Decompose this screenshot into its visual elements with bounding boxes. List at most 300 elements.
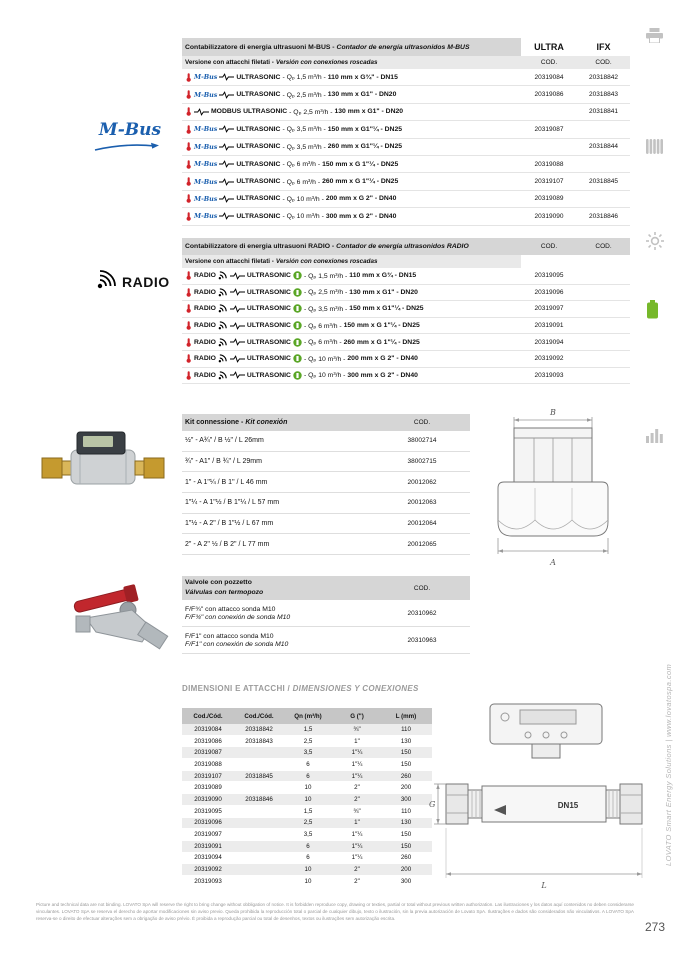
kit-description: - A 1"¼ / B 1" / L 46 mm bbox=[193, 478, 268, 486]
mbus-row-logo: M-Bus bbox=[194, 177, 218, 186]
meter-side-drawing bbox=[428, 698, 663, 893]
radio-logo-text: RADIO bbox=[122, 274, 170, 290]
product-spec: - Qₚ 10 m³/h - bbox=[303, 372, 346, 380]
battery-badge-icon bbox=[293, 371, 302, 380]
kit-row bbox=[182, 431, 470, 452]
ifx-code-cell bbox=[577, 301, 630, 317]
product-row bbox=[182, 285, 630, 302]
valve-row bbox=[182, 600, 470, 627]
product-name: ULTRASONIC bbox=[236, 160, 281, 168]
ifx-code-cell: 20318843 bbox=[589, 91, 618, 99]
mbus-row-logo: M-Bus bbox=[194, 142, 218, 151]
ultra-code-cell bbox=[521, 139, 577, 155]
dim-g: ¾" bbox=[353, 725, 361, 733]
legal-footnote: Picture and technical data are not binding. LOVATO SpA will reserve the right to bring change without obbligation of notice. It is forbidden reproduce copy, drawing or texties, partial or total without previous written authorization. Las ilustraciones y los datos aquí contenidos no deben considerarse vinculantes. LOVATO SpA se reserva el derecho de aportar modificaciones sin aviso previo. Queda prohibida la reproducción total o parcial de cualquier dibujo, texto o ilustración, sin la previa autorización de Lovato SpA. Ilustrações e dados são considerados não vinculativos. A LOVATO SpA reserva-se o direito de efectuar alterações sem a obrigação de aviso prévio. É proibida a reprodução parcial ou total de desenhos, textos ou ilustrações sem autorização escrita. bbox=[36, 902, 634, 921]
dim-l: 260 bbox=[400, 772, 412, 780]
product-spec: - Qₚ 10 m³/h - bbox=[303, 355, 346, 363]
dim-g: 1"¼ bbox=[351, 842, 363, 850]
valve-table-title-bar bbox=[182, 576, 470, 600]
waveform-icon bbox=[219, 160, 234, 168]
cod-label: COD. bbox=[374, 576, 470, 600]
mbus-row-logo: M-Bus bbox=[194, 212, 218, 221]
ifx-code-cell bbox=[577, 121, 630, 137]
kit-size: ¾" bbox=[185, 458, 194, 466]
mbus-products-table bbox=[182, 38, 630, 226]
battery-badge-icon bbox=[293, 271, 302, 280]
mbus-table-subtitle: Versione con attacchi filetati - Versión con conexiones roscadas bbox=[182, 56, 521, 69]
product-name: ULTRASONIC bbox=[246, 288, 291, 296]
product-spec: - Qₚ 2,5 m³/h - bbox=[282, 91, 326, 99]
ultra-code-cell: 20319091 bbox=[534, 322, 564, 330]
temperature-icon bbox=[185, 194, 192, 203]
ultra-code-cell: 20319094 bbox=[534, 338, 564, 346]
product-size: 260 mm x G 1"¼ - DN25 bbox=[343, 338, 420, 346]
mbus-row-logo: M-Bus bbox=[194, 194, 218, 203]
dim-cod2 bbox=[234, 853, 284, 864]
temperature-icon bbox=[185, 304, 192, 313]
kit-size: 1" bbox=[185, 478, 192, 486]
ifx-code-cell bbox=[577, 368, 630, 384]
radiator-icon bbox=[646, 138, 663, 160]
dim-cod2 bbox=[234, 876, 284, 887]
waveform-icon bbox=[230, 305, 245, 313]
kit-table-title-bar bbox=[182, 414, 470, 431]
kit-code-cell: 38002715 bbox=[407, 458, 437, 466]
ultra-code-cell: 20319088 bbox=[534, 160, 564, 168]
dim-g: 1"¼ bbox=[351, 760, 363, 768]
ultra-code-cell: 20319090 bbox=[534, 212, 564, 220]
waveform-icon bbox=[219, 195, 234, 203]
product-row bbox=[182, 69, 630, 86]
temperature-icon bbox=[185, 354, 192, 363]
waveform-icon bbox=[219, 143, 234, 151]
radio-logo-large bbox=[96, 270, 170, 290]
product-row bbox=[182, 368, 630, 385]
product-size: 150 mm x G1"¼ - DN25 bbox=[349, 305, 424, 313]
product-description bbox=[182, 69, 521, 85]
temperature-icon bbox=[185, 73, 192, 82]
dim-cod1: 20319087 bbox=[194, 749, 222, 757]
mbus-row-logo: M-Bus bbox=[194, 160, 218, 169]
radio-table-title: Contabilizzatore di energia ultrasuoni RADIO - Contador de energía ultrasonidos RADIO bbox=[182, 238, 521, 255]
ifx-code-cell: 20318846 bbox=[589, 212, 618, 220]
mbus-row-logo: M-Bus bbox=[194, 125, 218, 134]
product-description bbox=[182, 191, 521, 207]
dim-l: 130 bbox=[400, 819, 412, 827]
ultrasonic-meter-photo bbox=[40, 420, 168, 508]
valve-table-title: Valvole con pozzetto Válvulas con termopozo bbox=[182, 576, 374, 600]
product-size: 150 mm x G 1"¼ - DN25 bbox=[322, 160, 399, 168]
dim-header-l: L (mm) bbox=[395, 712, 417, 720]
dim-g: 2" bbox=[354, 866, 360, 874]
product-size: 200 mm x G 2" - DN40 bbox=[347, 355, 418, 363]
dimension-label-a: A bbox=[550, 558, 556, 567]
cod-label: COD. bbox=[374, 414, 470, 431]
kit-table-title: Kit connessione - Kit conexión bbox=[182, 414, 374, 431]
product-name: MODBUS ULTRASONIC bbox=[211, 108, 288, 116]
product-name: ULTRASONIC bbox=[236, 125, 281, 133]
dim-qn: 1,5 bbox=[303, 725, 313, 733]
ultra-code-cell: 20319089 bbox=[534, 195, 564, 203]
dim-qn: 1,5 bbox=[303, 807, 313, 815]
battery-badge-icon bbox=[293, 338, 302, 347]
product-description bbox=[182, 268, 521, 284]
waveform-icon bbox=[219, 73, 234, 81]
temperature-icon bbox=[185, 321, 192, 330]
dim-l: 110 bbox=[401, 807, 411, 815]
product-row bbox=[182, 121, 630, 138]
product-name: ULTRASONIC bbox=[236, 143, 281, 151]
dimensions-heading: DIMENSIONI E ATTACCHI / DIMENSIONES Y CONEXIONES bbox=[182, 684, 419, 693]
dimension-row bbox=[182, 736, 432, 748]
ultra-code-cell: 20319093 bbox=[534, 371, 564, 379]
product-size: 130 mm x G1" - DN20 bbox=[349, 288, 418, 296]
product-row bbox=[182, 208, 630, 225]
dim-cod1: 20319086 bbox=[194, 737, 222, 745]
ultra-code-cell bbox=[521, 104, 577, 120]
kit-row bbox=[182, 472, 470, 493]
dim-cod1: 20319097 bbox=[194, 831, 222, 839]
temperature-icon bbox=[185, 90, 192, 99]
mbus-table-title: Contabilizzatore di energia ultrasuoni M-BUS - Contador de energía ultrasonidos M-BUS bbox=[182, 38, 521, 56]
kit-row bbox=[182, 534, 470, 555]
dimension-row bbox=[182, 759, 432, 771]
product-row bbox=[182, 104, 630, 121]
product-spec: - Qₚ 6 m³/h - bbox=[282, 161, 321, 169]
mbus-table-subtitle-bar bbox=[182, 56, 630, 69]
ifx-code-cell: 20318841 bbox=[589, 108, 618, 116]
product-name: ULTRASONIC bbox=[236, 91, 281, 99]
dim-cod2: 20318846 bbox=[245, 795, 273, 803]
mbus-table-title-bar bbox=[182, 38, 630, 56]
column-header-ifx: IFX bbox=[577, 38, 630, 56]
connection-kit-table bbox=[182, 414, 470, 555]
dim-qn: 6 bbox=[306, 772, 310, 780]
product-size: 130 mm x G1" - DN20 bbox=[327, 91, 397, 99]
kit-description: - A 1"½ / B 1"¼ / L 57 mm bbox=[199, 499, 280, 507]
valve-description-es: F/F¾" con conexión de sonda M10 bbox=[185, 613, 291, 621]
ifx-code-cell bbox=[577, 334, 630, 350]
cod-label: COD. bbox=[577, 56, 630, 69]
dim-g: 1"¼ bbox=[351, 749, 363, 757]
product-name: ULTRASONIC bbox=[246, 305, 291, 313]
kit-row bbox=[182, 514, 470, 535]
waveform-icon bbox=[219, 125, 234, 133]
radio-waves-icon bbox=[218, 304, 228, 313]
dim-cod2 bbox=[234, 864, 284, 875]
ultra-code-cell: 20319084 bbox=[534, 73, 564, 81]
product-row bbox=[182, 301, 630, 318]
product-description bbox=[182, 86, 521, 102]
dimension-label-g: G bbox=[429, 800, 436, 809]
radio-waves-icon bbox=[218, 371, 228, 380]
dimensions-table-header bbox=[182, 708, 432, 724]
dimension-row bbox=[182, 876, 432, 888]
kit-description: - A¾" / B ½" / L 26mm bbox=[195, 437, 264, 445]
product-name: ULTRASONIC bbox=[246, 338, 291, 346]
dim-qn: 10 bbox=[304, 877, 312, 885]
dimension-row bbox=[182, 724, 432, 736]
product-spec: - Qₚ 3,5 m³/h - bbox=[303, 305, 348, 313]
radio-row-label: RADIO bbox=[194, 355, 216, 363]
cod-label: COD. bbox=[521, 56, 577, 69]
product-spec: - Qₚ 3,5 m³/h - bbox=[282, 143, 326, 151]
dim-qn: 6 bbox=[306, 760, 310, 768]
dim-l: 260 bbox=[400, 854, 412, 862]
dim-header-qn: Qn (m³/h) bbox=[294, 712, 322, 720]
temperature-icon bbox=[185, 288, 192, 297]
dimension-row bbox=[182, 841, 432, 853]
ultra-code-cell: 20319095 bbox=[534, 272, 564, 280]
dimension-row bbox=[182, 794, 432, 806]
dim-cod1: 20319088 bbox=[194, 760, 222, 768]
dimension-row bbox=[182, 818, 432, 830]
ultra-code-cell: 20319096 bbox=[534, 288, 564, 296]
mbus-logo-swoosh bbox=[93, 142, 167, 152]
dim-cod2 bbox=[234, 747, 284, 758]
dim-cod2: 20318843 bbox=[245, 737, 273, 745]
product-description bbox=[182, 208, 521, 224]
ifx-code-cell: 20318845 bbox=[589, 178, 618, 186]
ifx-code-cell: 20318842 bbox=[589, 73, 618, 81]
product-size: 300 mm x G 2" - DN40 bbox=[347, 371, 418, 379]
product-size: 150 mm x G1"¼ - DN25 bbox=[327, 125, 403, 133]
product-spec: - Qₚ 3,5 m³/h - bbox=[282, 126, 326, 134]
dimension-row bbox=[182, 864, 432, 876]
product-row bbox=[182, 139, 630, 156]
kit-description: - A1" / B ¾" / L 29mm bbox=[195, 458, 262, 466]
ifx-code-cell bbox=[577, 191, 630, 207]
page-number: 273 bbox=[644, 920, 665, 934]
temperature-icon bbox=[185, 177, 192, 186]
kit-size: 1"½ bbox=[185, 520, 198, 528]
dimension-row bbox=[182, 782, 432, 794]
radio-row-label: RADIO bbox=[194, 288, 216, 296]
product-description bbox=[182, 139, 521, 155]
dim-g: 1"¼ bbox=[351, 772, 363, 780]
product-name: ULTRASONIC bbox=[236, 195, 281, 203]
dim-l: 150 bbox=[400, 831, 412, 839]
dimension-row bbox=[182, 806, 432, 818]
radio-table-title-bar bbox=[182, 238, 630, 255]
dim-cod1: 20319089 bbox=[194, 784, 222, 792]
battery-badge-icon bbox=[293, 288, 302, 297]
radio-waves-icon bbox=[218, 271, 228, 280]
product-description bbox=[182, 121, 521, 137]
product-spec: - Qₚ 1,5 m³/h - bbox=[282, 74, 326, 82]
dimension-label-b: B bbox=[550, 408, 556, 417]
product-row bbox=[182, 86, 630, 103]
ball-valve-photo bbox=[66, 570, 170, 658]
dimension-row bbox=[182, 771, 432, 783]
ifx-code-cell bbox=[577, 351, 630, 367]
ifx-code-cell bbox=[577, 318, 630, 334]
side-vertical-text: LOVATO Smart Energy Solutions | www.lovatospa.com bbox=[664, 663, 673, 866]
dimension-row bbox=[182, 747, 432, 759]
waveform-icon bbox=[230, 371, 245, 379]
dim-cod2 bbox=[234, 818, 284, 829]
product-description bbox=[182, 156, 521, 172]
radio-row-label: RADIO bbox=[194, 305, 216, 313]
product-description bbox=[182, 104, 521, 120]
valve-row bbox=[182, 627, 470, 654]
dim-cod2 bbox=[234, 759, 284, 770]
temperature-icon bbox=[185, 107, 192, 116]
waveform-icon bbox=[230, 322, 245, 330]
product-row bbox=[182, 191, 630, 208]
radio-table-subtitle-bar bbox=[182, 255, 630, 268]
dimension-label-l: L bbox=[541, 881, 547, 890]
kit-code-cell: 20012063 bbox=[407, 499, 437, 507]
temperature-icon bbox=[185, 338, 192, 347]
kit-row bbox=[182, 452, 470, 473]
ultra-code-cell: 20319097 bbox=[534, 305, 564, 313]
kit-size: 2" bbox=[185, 540, 192, 548]
product-name: ULTRASONIC bbox=[246, 272, 291, 280]
ultra-code-cell: 20319107 bbox=[534, 178, 564, 186]
dn15-label: DN15 bbox=[557, 801, 579, 810]
dim-qn: 2,5 bbox=[303, 737, 313, 745]
radio-row-label: RADIO bbox=[194, 272, 216, 280]
dim-cod1: 20319093 bbox=[194, 877, 222, 885]
dim-g: 1" bbox=[354, 819, 360, 827]
dim-g: 2" bbox=[354, 784, 360, 792]
kit-description: - A 2" / B 1"½ / L 67 mm bbox=[199, 520, 274, 528]
dim-qn: 10 bbox=[304, 866, 312, 874]
dim-qn: 3,5 bbox=[303, 749, 313, 757]
dim-cod2: 20318845 bbox=[245, 772, 273, 780]
dimensions-table bbox=[182, 708, 432, 888]
dim-cod1: 20319091 bbox=[194, 842, 222, 850]
product-name: ULTRASONIC bbox=[246, 322, 291, 330]
product-name: ULTRASONIC bbox=[236, 212, 281, 220]
product-spec: - Qₚ 1,5 m³/h - bbox=[303, 272, 348, 280]
dim-g: 1"¼ bbox=[351, 831, 363, 839]
ifx-code-cell bbox=[577, 156, 630, 172]
dim-g: 2" bbox=[354, 877, 360, 885]
battery-badge-icon bbox=[293, 354, 302, 363]
product-spec: - Qₚ 10 m³/h - bbox=[282, 213, 324, 221]
dim-g: ¾" bbox=[353, 807, 361, 815]
product-size: 110 mm x G¾ - DN15 bbox=[349, 272, 417, 280]
dim-qn: 10 bbox=[304, 784, 312, 792]
product-size: 300 mm x G 2" - DN40 bbox=[325, 212, 397, 220]
dim-header-cod2: Cod./Cód. bbox=[244, 712, 274, 720]
waveform-icon bbox=[230, 355, 245, 363]
product-size: 260 mm x G1"¼ - DN25 bbox=[327, 143, 403, 151]
dim-l: 150 bbox=[400, 749, 412, 757]
kit-row bbox=[182, 493, 470, 514]
radio-row-label: RADIO bbox=[194, 322, 216, 330]
valve-code-cell: 20310962 bbox=[407, 609, 437, 617]
radio-row-label: RADIO bbox=[194, 338, 216, 346]
product-row bbox=[182, 156, 630, 173]
dim-cod2 bbox=[234, 782, 284, 793]
waveform-icon bbox=[230, 338, 245, 346]
dim-l: 300 bbox=[400, 795, 412, 803]
dim-header-cod1: Cod./Cód. bbox=[193, 712, 223, 720]
product-description bbox=[182, 318, 521, 334]
mbus-logo-large bbox=[88, 122, 172, 157]
product-description bbox=[182, 173, 521, 189]
radio-waves-icon bbox=[218, 288, 228, 297]
product-name: ULTRASONIC bbox=[236, 178, 281, 186]
dim-cod1: 20319092 bbox=[194, 866, 222, 874]
kit-code-cell: 20012065 bbox=[407, 540, 437, 548]
product-spec: - Qₚ 6 m³/h - bbox=[303, 339, 342, 347]
temperature-icon bbox=[185, 271, 192, 280]
dim-qn: 6 bbox=[306, 842, 310, 850]
dim-cod1: 20319096 bbox=[194, 819, 222, 827]
dim-l: 130 bbox=[400, 737, 412, 745]
waveform-icon bbox=[219, 91, 234, 99]
dim-cod1: 20319084 bbox=[194, 725, 222, 733]
meter-front-drawing bbox=[456, 404, 646, 572]
bar-chart-icon bbox=[646, 428, 663, 448]
kit-code-cell: 20012064 bbox=[407, 520, 437, 528]
dim-cod2 bbox=[234, 841, 284, 852]
ultra-code-cell: 20319086 bbox=[534, 91, 564, 99]
product-size: 260 mm x G 1"¼ - DN25 bbox=[322, 178, 399, 186]
waveform-icon bbox=[219, 178, 234, 186]
radio-waves-icon bbox=[218, 321, 228, 330]
kit-description: - A 2" ½ / B 2" / L 77 mm bbox=[193, 540, 270, 548]
dim-l: 150 bbox=[400, 760, 412, 768]
radio-products-table bbox=[182, 238, 630, 384]
product-description bbox=[182, 351, 521, 367]
product-row bbox=[182, 318, 630, 335]
product-name: ULTRASONIC bbox=[246, 355, 291, 363]
dim-g: 1" bbox=[354, 737, 360, 745]
dim-cod1: 20319090 bbox=[194, 795, 222, 803]
valve-description-es: F/F1" con conexión de sonda M10 bbox=[185, 640, 289, 648]
dim-cod2: 20318842 bbox=[245, 725, 273, 733]
mbus-row-logo: M-Bus bbox=[194, 73, 218, 82]
product-spec: - Qₚ 6 m³/h - bbox=[282, 178, 321, 186]
radio-waves-icon bbox=[218, 354, 228, 363]
dim-qn: 3,5 bbox=[303, 831, 313, 839]
waveform-icon bbox=[194, 108, 209, 116]
dim-l: 200 bbox=[400, 866, 412, 874]
kit-code-cell: 20012062 bbox=[407, 478, 437, 486]
dim-qn: 2,5 bbox=[303, 819, 313, 827]
dim-g: 2" bbox=[354, 795, 360, 803]
ultra-code-cell: 20319092 bbox=[534, 355, 564, 363]
dimension-row bbox=[182, 853, 432, 865]
dim-g: 1"¼ bbox=[351, 854, 363, 862]
ultra-code-cell: 20319087 bbox=[534, 125, 564, 133]
temperature-icon bbox=[185, 160, 192, 169]
dim-cod1: 20319094 bbox=[194, 854, 222, 862]
product-row bbox=[182, 334, 630, 351]
valves-table bbox=[182, 576, 470, 654]
dim-l: 150 bbox=[400, 842, 412, 850]
temperature-icon bbox=[185, 212, 192, 221]
column-header-ultra: ULTRA bbox=[521, 38, 577, 56]
ifx-code-cell bbox=[577, 285, 630, 301]
dim-header-g: G (") bbox=[350, 712, 364, 720]
battery-badge-icon bbox=[293, 321, 302, 330]
battery-icon bbox=[646, 300, 659, 324]
product-description bbox=[182, 334, 521, 350]
product-description bbox=[182, 301, 521, 317]
cod-label: COD. bbox=[577, 238, 630, 255]
kit-code-cell: 38002714 bbox=[407, 437, 437, 445]
temperature-icon bbox=[185, 371, 192, 380]
radio-waves-icon bbox=[218, 338, 228, 347]
printer-icon bbox=[646, 28, 663, 48]
cod-label: COD. bbox=[521, 238, 577, 255]
